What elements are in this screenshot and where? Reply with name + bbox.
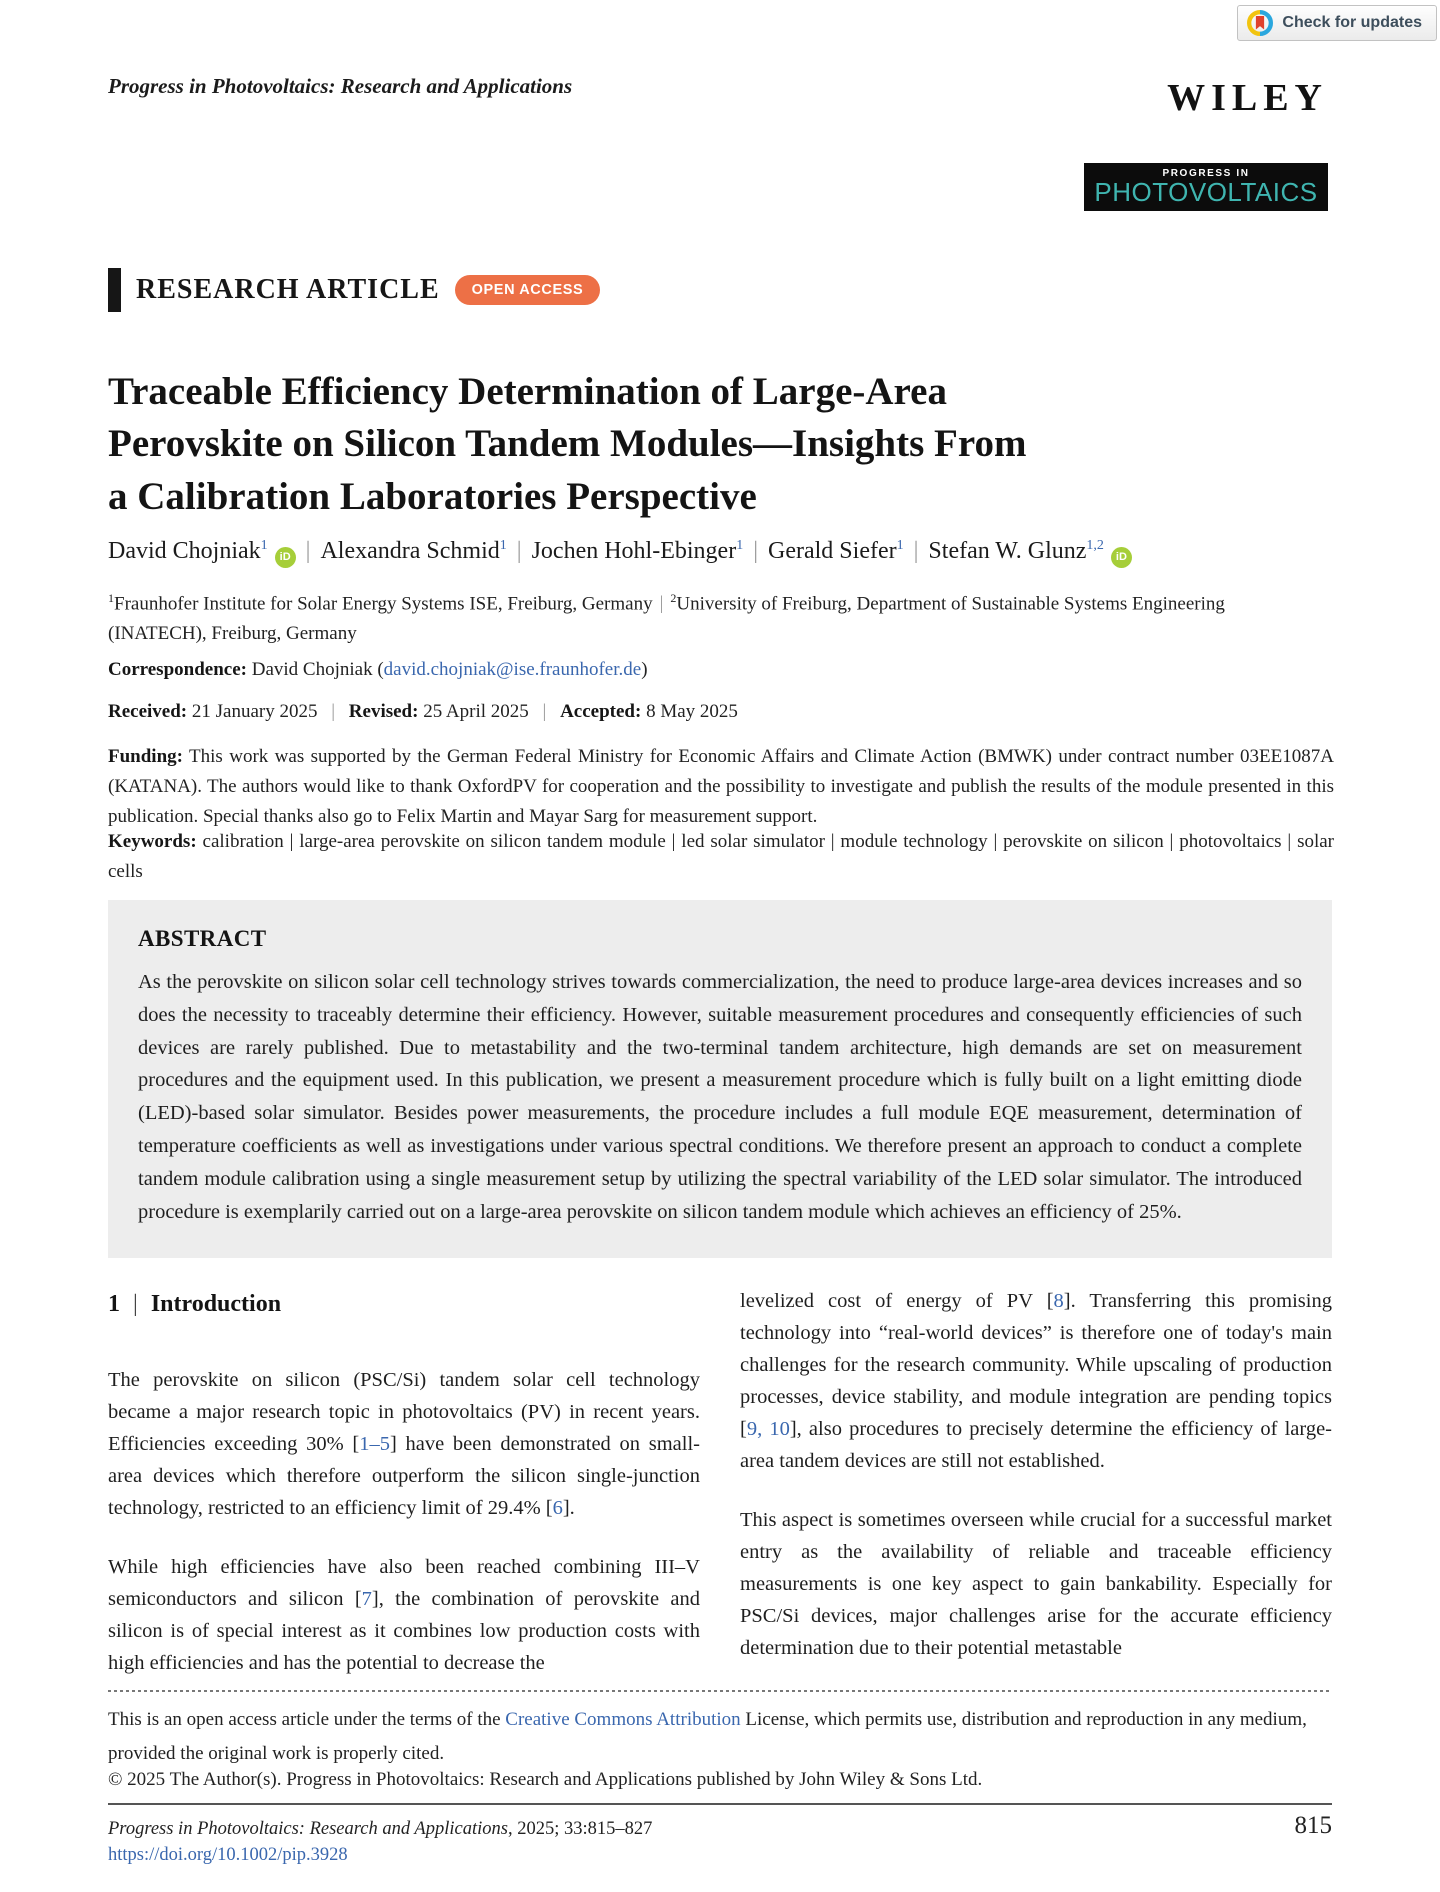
abstract-heading: ABSTRACT (138, 926, 267, 951)
correspondence-line (108, 659, 648, 681)
paragraph-text: levelized cost of energy of PV [ (740, 1290, 1054, 1312)
title-line-3: a Calibration Laboratories Perspective (108, 474, 757, 518)
intro-paragraph (740, 1286, 1332, 1478)
open-access-badge[interactable]: OPEN ACCESS (455, 275, 601, 305)
author-name: David Chojniak (108, 538, 261, 564)
author-separator: | (913, 538, 919, 564)
received-date: 21 January 2025 (191, 701, 318, 722)
reference-link[interactable]: 8 (1053, 1290, 1064, 1312)
creative-commons-link[interactable]: Creative Commons Attribution (505, 1709, 741, 1730)
intro-paragraph (108, 1552, 700, 1680)
history-dates (108, 701, 738, 723)
revised-label: Revised: (348, 701, 419, 722)
introduction-columns (108, 1286, 1332, 1707)
funding-label: Funding: (108, 746, 183, 767)
journal-cover-badge (1084, 163, 1328, 211)
author-name: Stefan W. Glunz (928, 538, 1087, 564)
received-label: Received: (108, 701, 188, 722)
author-list (108, 538, 1132, 568)
citation-volume-pages: , 2025; 33:815–827 (507, 1819, 653, 1839)
crossmark-icon (1247, 10, 1273, 36)
citation-line (108, 1819, 652, 1840)
paragraph-text: ]. Transferring this promising technology into “real-world devices” is therefore one of today's main challenges for the research community. While upscaling of production processes, device stability, and module integration are pending topics [ (740, 1290, 1332, 1440)
paragraph-text: While high efficiencies have also been reached combining III–V semiconductors and silicon [ (108, 1556, 700, 1611)
abstract-section (108, 900, 1332, 1258)
correspondence-email-link[interactable]: david.chojniak@ise.fraunhofer.de (383, 659, 642, 680)
doi-link[interactable]: https://doi.org/10.1002/pip.3928 (108, 1845, 348, 1865)
article-type-row (108, 268, 600, 312)
author-affiliation-sup: 1 (736, 538, 744, 553)
abstract-text: As the perovskite on silicon solar cell technology strives towards commercialization, the need to produce large-area devices increases and so does the necessity to traceably determine their efficiency. However, suitable measurement procedures and consequently efficiencies of such devices are rarely published. Due to metastability and the two-terminal tandem architecture, high demands are set on measurement procedures and the equipment used. In this publication, we present a measurement procedure which is fully built on a light emitting diode (LED)-based solar simulator. Besides power measurements, the procedure includes a full module EQE measurement, determination of temperature coefficients as well as investigations under various spectral conditions. We therefore present an approach to conduct a complete tandem module calibration using a single measurement setup by utilizing the spectral variability of the LED solar simulator. The introduced procedure is exemplarily carried out on a large-area perovskite on silicon tandem module which achieves an efficiency of 25%. (138, 971, 1302, 1223)
affiliation-separator: | (659, 593, 664, 615)
reference-link[interactable]: 7 (361, 1588, 372, 1611)
reference-link[interactable]: 6 (552, 1497, 563, 1520)
copyright-line: © 2025 The Author(s). Progress in Photovoltaics: Research and Applications published by John Wiley & Sons Ltd. (108, 1769, 983, 1790)
intro-paragraph (108, 1365, 700, 1525)
badge-progress-in: PROGRESS IN (1162, 168, 1250, 179)
orcid-icon[interactable]: iD (1111, 547, 1132, 568)
paragraph-text: The perovskite on silicon (PSC/Si) tandem solar cell technology became a major research topic in photovoltaics (PV) in recent years. Efficiencies exceeding 30% [ (108, 1369, 700, 1456)
keywords-text: calibration | large-area perovskite on silicon tandem module | led solar simulator | module technology | perovskite on silicon | photovoltaics | solar cells (108, 831, 1334, 883)
author-affiliation-sup: 1 (896, 538, 904, 553)
left-column (108, 1286, 700, 1707)
keywords-label: Keywords: (108, 831, 197, 852)
journal-name: Progress in Photovoltaics: Research and Applications (108, 74, 573, 98)
funding-text: This work was supported by the German Federal Ministry for Economic Affairs and Climate Action (BMWK) under contract number 03EE1087A (KATANA). The authors would like to thank OxfordPV for cooperation and the possibility to investigate and publish the results of the module presented in this publication. Special thanks also go to Felix Martin and Mayar Sarg for measurement support. (108, 746, 1334, 828)
affiliation-text: University of Freiburg, Department of Sustainable Systems Engineering (INATECH), Freiburg, Germany (108, 593, 1225, 644)
article-type-label: RESEARCH ARTICLE (136, 274, 440, 305)
accepted-date: 8 May 2025 (646, 701, 738, 722)
check-for-updates-label: Check for updates (1282, 14, 1422, 31)
license-post: License, which permits use, distribution and reproduction in any medium, provided the original work is properly cited. (108, 1709, 1307, 1764)
correspondence-label: Correspondence: (108, 659, 247, 680)
affiliation-sup: 1 (108, 591, 114, 605)
funding-statement (108, 742, 1334, 832)
section-separator: | (133, 1291, 138, 1317)
author-name: Gerald Siefer (768, 538, 897, 564)
author-separator: | (305, 538, 311, 564)
affiliation-text: Fraunhofer Institute for Solar Energy Systems ISE, Freiburg, Germany (114, 593, 653, 615)
author-name: Alexandra Schmid (320, 538, 500, 564)
kicker-bar (108, 268, 121, 312)
wiley-logo: WILEY (1167, 77, 1328, 119)
check-for-updates-button[interactable] (1237, 5, 1437, 41)
accepted-label: Accepted: (560, 701, 642, 722)
section-title: Introduction (150, 1291, 282, 1317)
affiliations (108, 589, 1288, 648)
author-affiliation-sup: 1,2 (1086, 538, 1104, 553)
paragraph-text: ] have been demonstrated on small-area devices which therefore outperform the silicon single-junction technology, restricted to an efficiency limit of 29.4% [ (108, 1433, 700, 1520)
intro-paragraph (740, 1505, 1332, 1665)
license-statement (108, 1703, 1334, 1771)
badge-photovoltaics: PHOTOVOLTAICS (1094, 177, 1318, 207)
solid-divider (108, 1803, 1332, 1805)
paragraph-text: ], the combination of perovskite and silicon is of special interest as it combines low production costs with high efficiencies and has the potential to decrease the (108, 1588, 700, 1675)
correspondence-pre: David Chojniak ( (251, 659, 384, 680)
title-line-2: Perovskite on Silicon Tandem Modules—Insights From (108, 422, 1027, 466)
dates-separator: | (331, 701, 336, 722)
page-number: 815 (1294, 1812, 1332, 1839)
article-title (108, 366, 1268, 523)
keywords-line (108, 827, 1334, 888)
revised-date: 25 April 2025 (423, 701, 529, 722)
author-separator: | (753, 538, 758, 564)
section-heading-introduction (108, 1286, 700, 1323)
author-affiliation-sup: 1 (260, 538, 268, 553)
dates-separator: | (542, 701, 547, 722)
paragraph-text: ], also procedures to precisely determine the efficiency of large-area tandem devices are still not established. (740, 1417, 1332, 1472)
orcid-icon[interactable]: iD (275, 547, 296, 568)
correspondence-post: ) (641, 659, 648, 680)
author-separator: | (516, 538, 522, 564)
right-column (740, 1286, 1332, 1707)
section-number: 1 (108, 1291, 120, 1317)
author-name: Jochen Hohl-Ebinger (531, 538, 737, 564)
dashed-divider (108, 1690, 1332, 1692)
license-pre: This is an open access article under the terms of the (108, 1709, 501, 1730)
citation-journal: Progress in Photovoltaics: Research and Applications (108, 1819, 508, 1839)
author-affiliation-sup: 1 (499, 538, 507, 553)
reference-link[interactable]: 1–5 (359, 1433, 390, 1456)
paragraph-text: This aspect is sometimes overseen while crucial for a successful market entry as the availability of reliable and traceable efficiency measurements is one key aspect to gain bankability. Especially for PSC/Si devices, major challenges arise for the accurate efficiency determination due to their potential metastable (740, 1508, 1332, 1659)
reference-link[interactable]: 9, 10 (746, 1417, 790, 1440)
affiliation-sup: 2 (670, 591, 677, 605)
paragraph-text: ]. (562, 1497, 575, 1520)
title-line-1: Traceable Efficiency Determination of Large-Area (108, 370, 947, 413)
